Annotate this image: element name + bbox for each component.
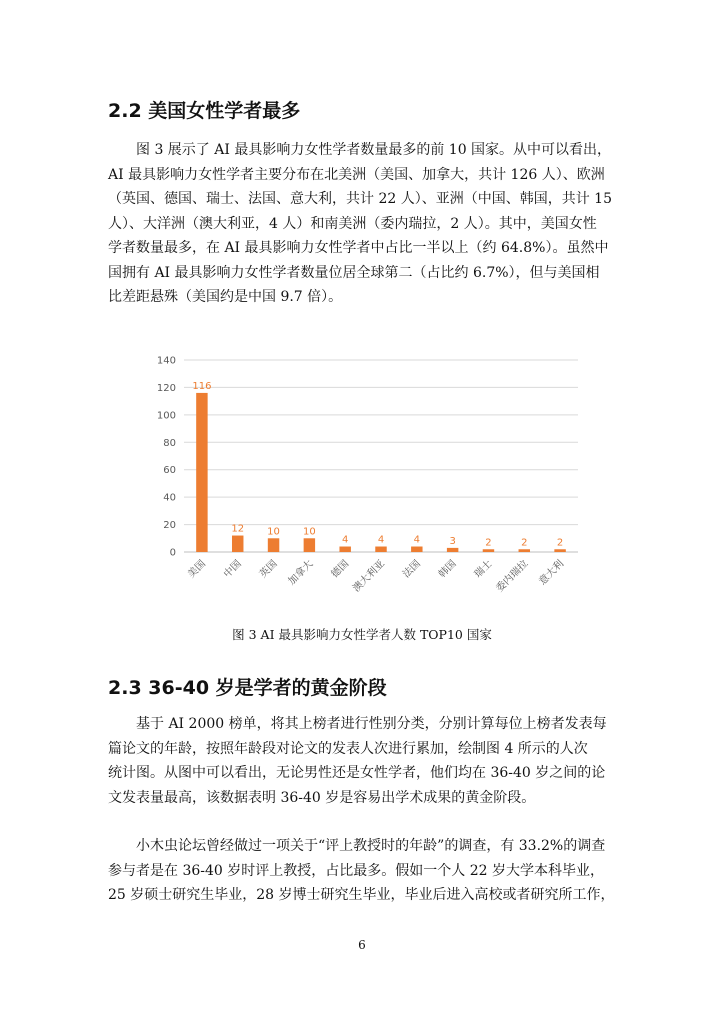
- bar-美国: [196, 393, 207, 552]
- paragraph-line: 小木虫论坛曾经做过一项关于“评上教授时的年龄”的调查，有 33.2%的调查: [136, 838, 606, 854]
- x-tick-label: 美国: [186, 558, 209, 581]
- paragraph-line: 人）、大洋洲（澳大利亚，4 人）和南美洲（委内瑞拉，2 人）。其中，美国女性: [108, 215, 597, 232]
- section-2-2-paragraph: [108, 138, 624, 310]
- paragraph-line: 文发表量最高，该数据表明 36-40 岁是容易出学术成果的黄金阶段。: [108, 789, 536, 806]
- data-label: 3: [449, 535, 456, 547]
- data-label: 4: [341, 534, 349, 546]
- y-tick-label: 40: [163, 492, 176, 504]
- paragraph-line: 学者数量最多，在 AI 最具影响力女性学者中占比一半以上（约 64.8%）。虽然中: [108, 240, 609, 256]
- bar-瑞士: [483, 549, 494, 552]
- paragraph-line: 基于 AI 2000 榜单，将其上榜者进行性别分类，分别计算每位上榜者发表每: [136, 716, 607, 732]
- figure-caption: 图 3 AI 最具影响力女性学者人数 TOP10 国家: [232, 627, 492, 642]
- data-label: 12: [231, 523, 245, 535]
- paragraph-line: 统计图。从图中可以看出，无论男性还是女性学者，他们均在 36-40 岁之间的论: [108, 765, 606, 781]
- x-tick-label: 英国: [257, 558, 280, 581]
- section-heading-2-2: 2.2 美国女性学者最多: [108, 100, 301, 122]
- bar-韩国: [447, 548, 458, 552]
- paragraph-line: （英国、德国、瑞士、法国、意大利，共计 22 人）、亚洲（中国、韩国，共计 15: [108, 191, 612, 207]
- section-2-3-paragraph-2: [108, 834, 624, 908]
- data-label: 4: [413, 534, 421, 546]
- y-tick-label: 140: [156, 355, 176, 367]
- bar-中国: [232, 536, 243, 552]
- y-tick-label: 120: [156, 382, 176, 394]
- bar-chart: [140, 348, 590, 608]
- data-label: 2: [485, 537, 492, 549]
- y-tick-label: 0: [169, 547, 176, 559]
- y-tick-label: 60: [163, 465, 176, 477]
- section-heading-2-3: 2.3 36-40 岁是学者的黄金阶段: [108, 677, 387, 699]
- data-label: 10: [267, 526, 280, 538]
- data-label: 116: [192, 380, 212, 392]
- data-label: 10: [302, 526, 316, 538]
- x-tick-label: 法国: [401, 558, 423, 581]
- bar-委内瑞拉: [519, 549, 530, 552]
- paragraph-line: 篇论文的年龄，按照年龄段对论文的发表人次进行累加，绘制图 4 所示的人次: [108, 740, 588, 757]
- section-2-3-paragraph-1: [108, 712, 624, 810]
- x-tick-label: 中国: [221, 558, 244, 581]
- bar-法国: [411, 547, 422, 552]
- bar-意大利: [554, 549, 565, 552]
- data-label: 4: [377, 534, 385, 546]
- x-tick-label: 德国: [329, 558, 352, 581]
- bar-澳大利亚: [375, 547, 386, 552]
- x-tick-label: 加拿大: [286, 558, 316, 588]
- paragraph-line: AI 最具影响力女性学者主要分布在北美洲（美国、加拿大，共计 126 人）、欧洲: [108, 166, 605, 183]
- paragraph-line: 图 3 展示了 AI 最具影响力女性学者数量最多的前 10 国家。从中可以看出，: [136, 142, 612, 158]
- data-label: 2: [556, 537, 564, 549]
- paragraph-line: 参与者是在 36-40 岁时评上教授，占比最多。假如一个人 22 岁大学本科毕业，: [108, 862, 604, 879]
- paragraph-line: 比差距悬殊（美国约是中国 9.7 倍）。: [108, 289, 343, 305]
- x-tick-label: 瑞士: [472, 558, 495, 581]
- y-tick-label: 80: [163, 437, 176, 449]
- y-tick-label: 100: [156, 410, 176, 422]
- paragraph-line: 国拥有 AI 最具影响力女性学者数量位居全球第二（占比约 6.7%），但与美国相: [108, 264, 600, 281]
- x-tick-label: 韩国: [436, 558, 459, 581]
- x-tick-label: 委内瑞拉: [494, 558, 531, 595]
- x-tick-label: 澳大利亚: [351, 558, 388, 595]
- paragraph-line: 25 岁硕士研究生毕业，28 岁博士研究生毕业，毕业后进入高校或者研究所工作，: [108, 887, 615, 903]
- data-label: 2: [521, 537, 528, 549]
- bar-加拿大: [304, 538, 315, 552]
- bar-英国: [268, 538, 279, 552]
- x-tick-label: 意大利: [537, 558, 567, 588]
- page-number: 6: [358, 938, 366, 952]
- bar-德国: [339, 547, 350, 552]
- y-tick-label: 20: [163, 520, 176, 532]
